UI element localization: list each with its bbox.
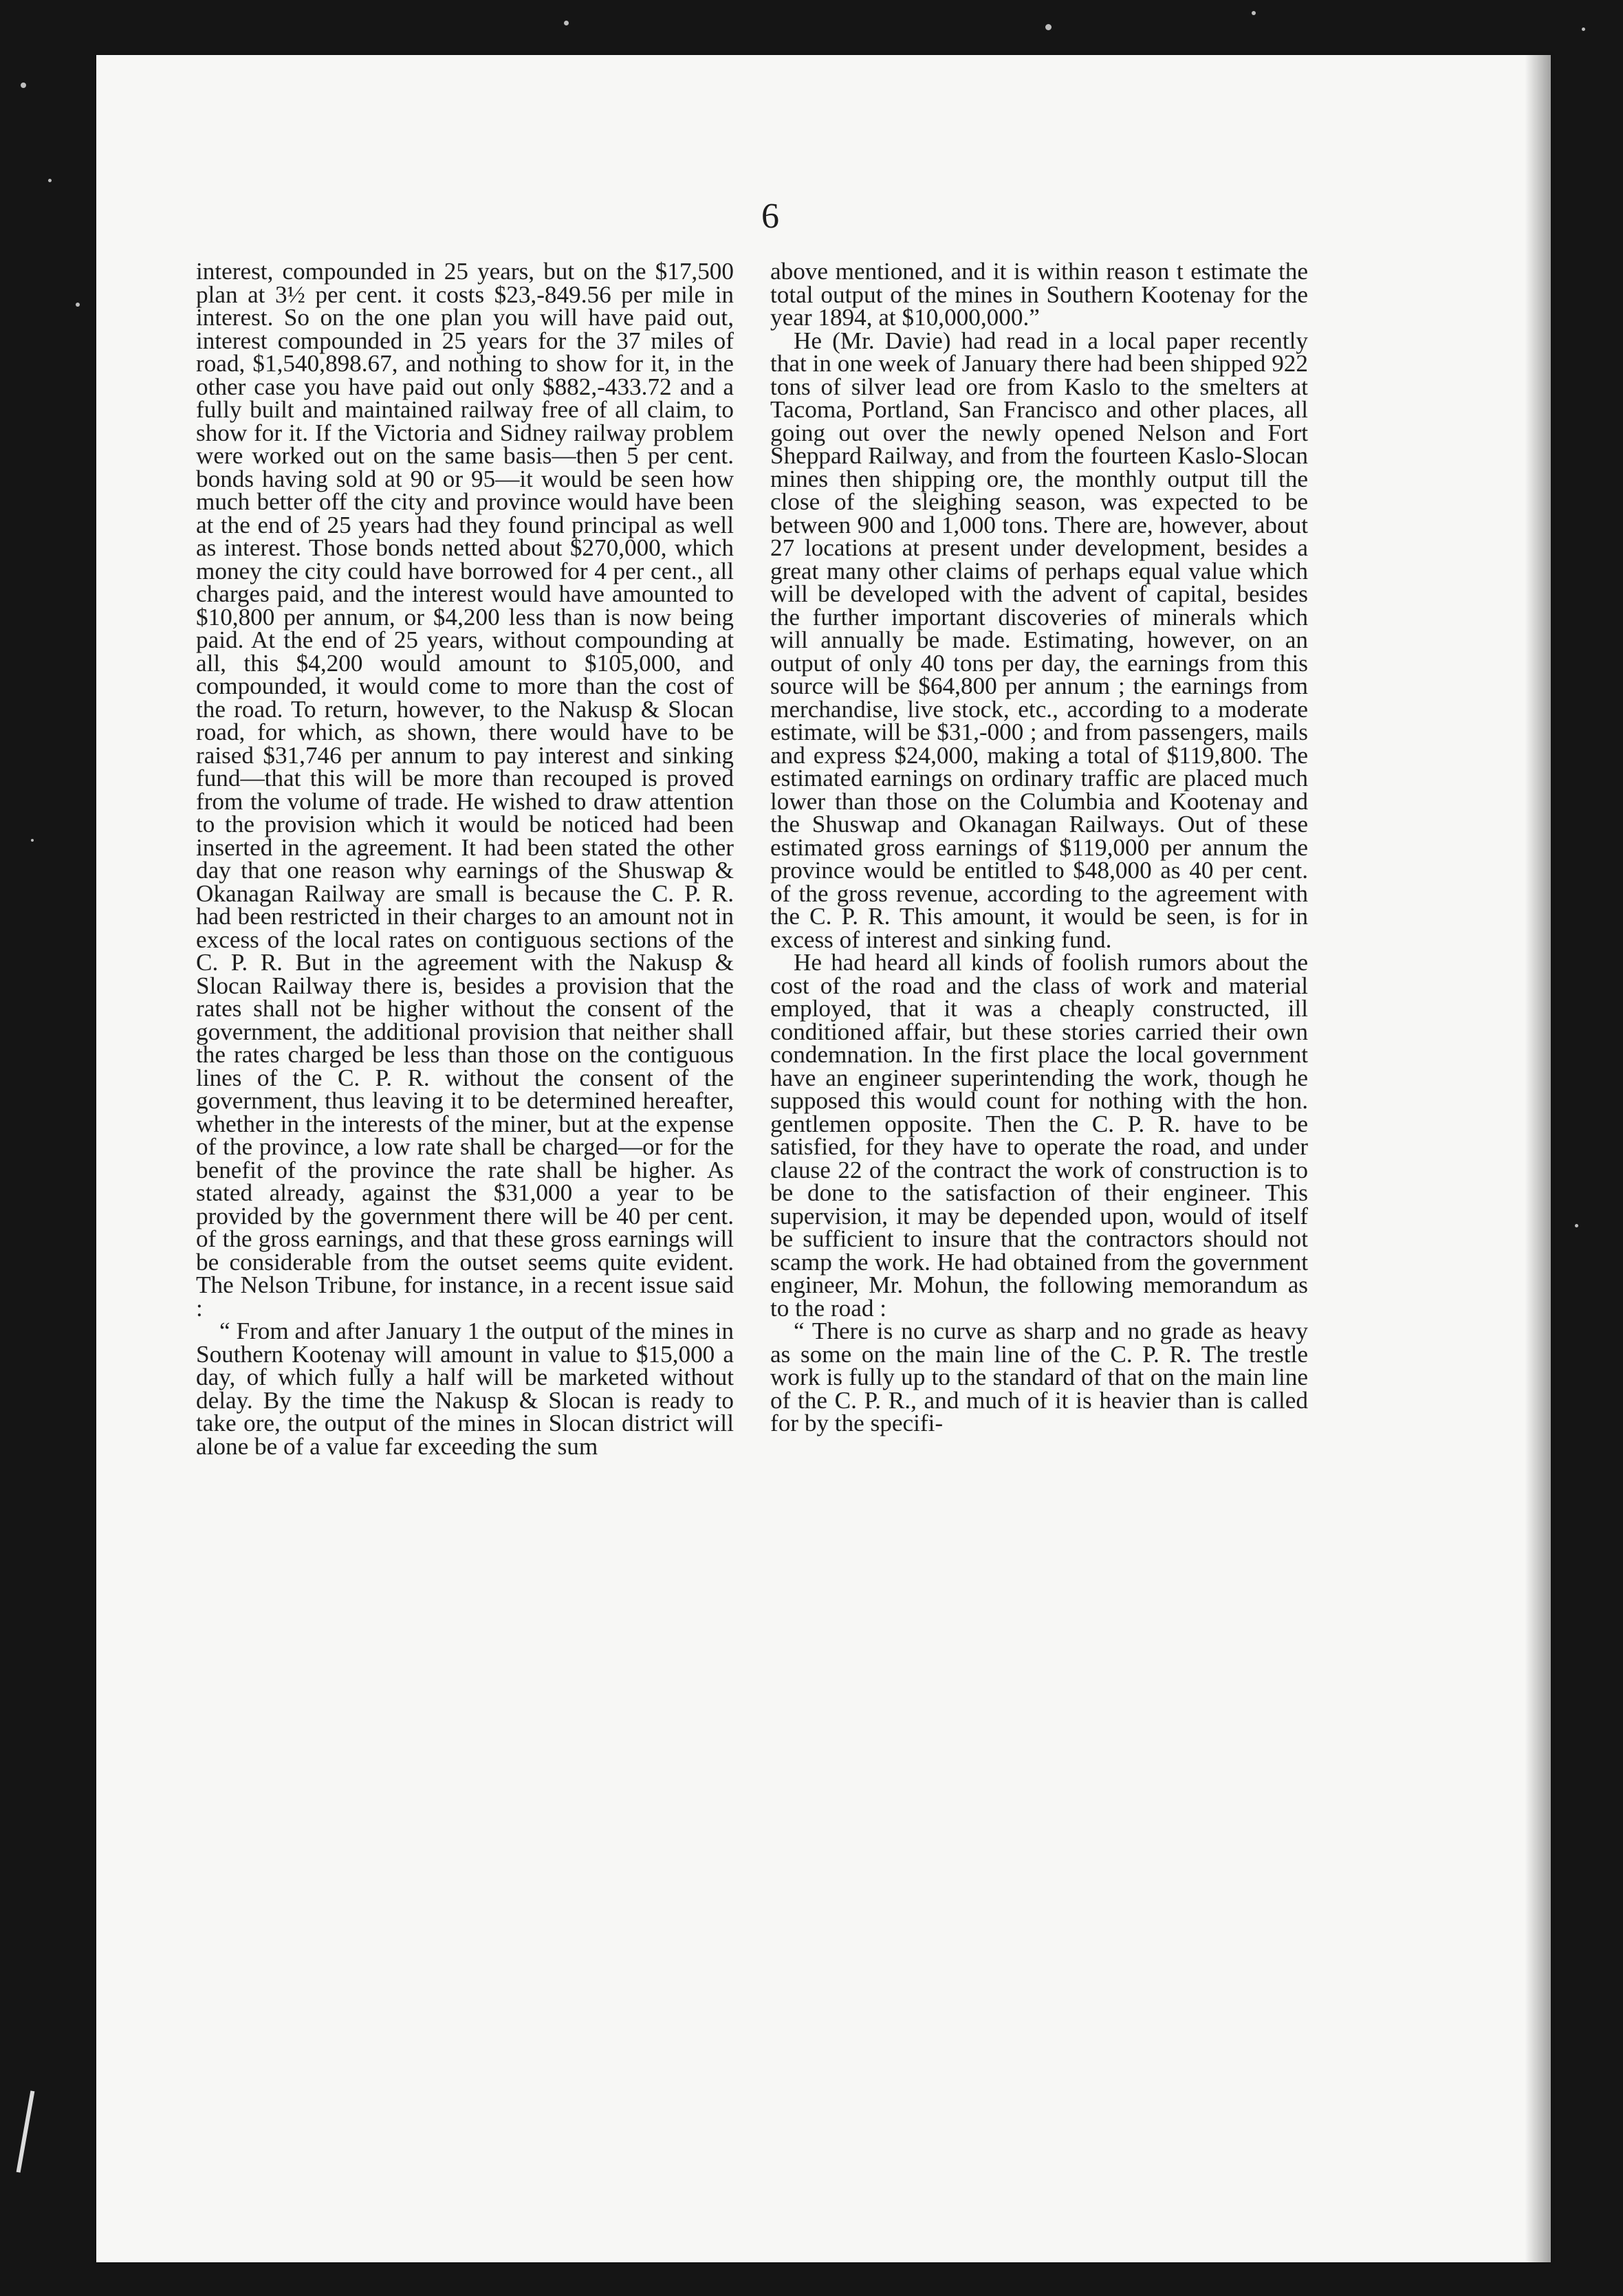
scan-speck [564, 21, 569, 25]
paragraph: He (Mr. Davie) had read in a local paper recently that in one week of January there had been shipped 922 tons of silver lead ore from Kaslo to the smelters at Tacoma, Portland, San Francisco and other places, all going out over the newly opened Nelson and Fort Sheppard Railway, and from the fourteen Kaslo-Slocan mines then shipping ore, the monthly output till the close of the sleighing season, was expected to be between 900 and 1,000 tons. There are, however, about 27 locations at present under development, besides a great many other claims of perhaps equal value which will be developed with the advent of capital, besides the further important discoveries of minerals which will annually be made. Estimating, however, on an output of only 40 tons per day, the earnings from this source will be $64,800 per annum ; the earnings from merchandise, live stock, etc., according to a moderate estimate, will be $31,-000 ; and from passengers, mails and express $24,000, making a total of $119,800. The estimated earnings on ordinary traffic are placed much lower than those on the Columbia and Kootenay and the Shuswap and Okanagan Railways. Out of these estimated gross earnings of $119,000 per annum the province would be entitled to $48,000 as 40 per cent. of the gross revenue, according to the agreement with the C. P. R. This amount, it would be seen, is for in excess of interest and sinking fund. [770, 327, 1308, 953]
paragraph: above mentioned, and it is within reason t estimate the total output of the mines in Southern Kootenay for the year 1894, at $10,000,000.” [770, 258, 1308, 331]
scan-speck [1575, 1224, 1578, 1227]
left-column [196, 260, 734, 1458]
paragraph: “ There is no curve as sharp and no grade as heavy as some on the main line of the C. P. R. The trestle work is fully up to the standard of that on the main line of the C. P. R., and much of it is heavier than is called for by the specifi- [770, 1318, 1308, 1436]
scan-speck [48, 179, 52, 182]
scan-speck [1045, 24, 1052, 30]
page-edge-shadow [1525, 55, 1551, 2262]
right-column [770, 260, 1308, 1435]
paragraph: “ From and after January 1 the output of the mines in Southern Kootenay will amount in value to $15,000 a day, of which fully a half will be marketed without delay. By the time the Nakusp & Slocan is ready to take ore, the output of the mines in Slocan district will alone be of a value far exceeding the sum [196, 1318, 734, 1460]
scan-speck [21, 83, 26, 88]
scan-speck [76, 303, 80, 307]
scan-speck [1582, 28, 1585, 31]
paragraph: He had heard all kinds of foolish rumors about the cost of the road and the class of work and material employed, that it was a cheaply constructed, ill conditioned affair, but these stories carried their own condemnation. In the first place the local government have an engineer superintending the work, though he supposed this would count for nothing with the hon. gentlemen opposite. Then the C. P. R. have to be satisfied, for they have to operate the road, and under clause 22 of the contract the work of construction is to be done to the satisfaction of their engineer. This supervision, it may be depended upon, would of itself be sufficient to insure that the contractors should not scamp the work. He had obtained from the government engineer, Mr. Mohun, the following memorandum as to the road : [770, 949, 1308, 1322]
paragraph: interest, compounded in 25 years, but on the $17,500 plan at 3½ per cent. it costs $23,-849.56 per mile in interest. So on the one plan you will have paid out, interest compounded in 25 years for the 37 miles of road, $1,540,898.67, and nothing to show for it, in the other case you have paid out only $882,-433.72 and a fully built and maintained railway free of all claim, to show for it. If the Victoria and Sidney railway problem were worked out on the same basis—then 5 per cent. bonds having sold at 90 or 95—it would be seen how much better off the city and province would have been at the end of 25 years had they found principal as well as interest. Those bonds netted about $270,000, which money the city could have borrowed for 4 per cent., all charges paid, and the interest would have amounted to $10,800 per annum, or $4,200 less than is now being paid. At the end of 25 years, without compounding at all, this $4,200 would amount to $105,000, and compounded, it would come to more than the cost of the road. To return, however, to the Nakusp & Slocan road, for which, as shown, there would have to be raised $31,746 per annum to pay interest and sinking fund—that this will be more than recouped is proved from the volume of trade. He wished to draw attention to the provision which it would be noticed had been inserted in the agreement. It had been stated the other day that one reason why earnings of the Shuswap & Okanagan Railway are small is because the C. P. R. had been restricted in their charges to an amount not in excess of the local rates on contiguous sections of the C. P. R. But in the agreement with the Nakusp & Slocan Railway there is, besides a provision that the rates shall not be higher without the consent of the government, the additional provision that neither shall the rates charged be less than those on the contiguous lines of the C. P. R. without the consent of the government, thus leaving it to be determined hereafter, whether in the interests of the miner, but at the expense of the province, a low rate shall be charged—or for the benefit of the province the rate shall be higher. As stated already, against the $31,000 a year to be provided by the government there will be 40 per cent. of the gross earnings, and that these gross earnings will be considerable from the outset seems quite evident. The Nelson Tribune, for instance, in a recent issue said : [196, 258, 734, 1322]
scan-speck [1252, 11, 1256, 15]
scan-speck [31, 839, 34, 842]
page-number: 6 [761, 197, 779, 236]
scan-mark [17, 2090, 35, 2172]
